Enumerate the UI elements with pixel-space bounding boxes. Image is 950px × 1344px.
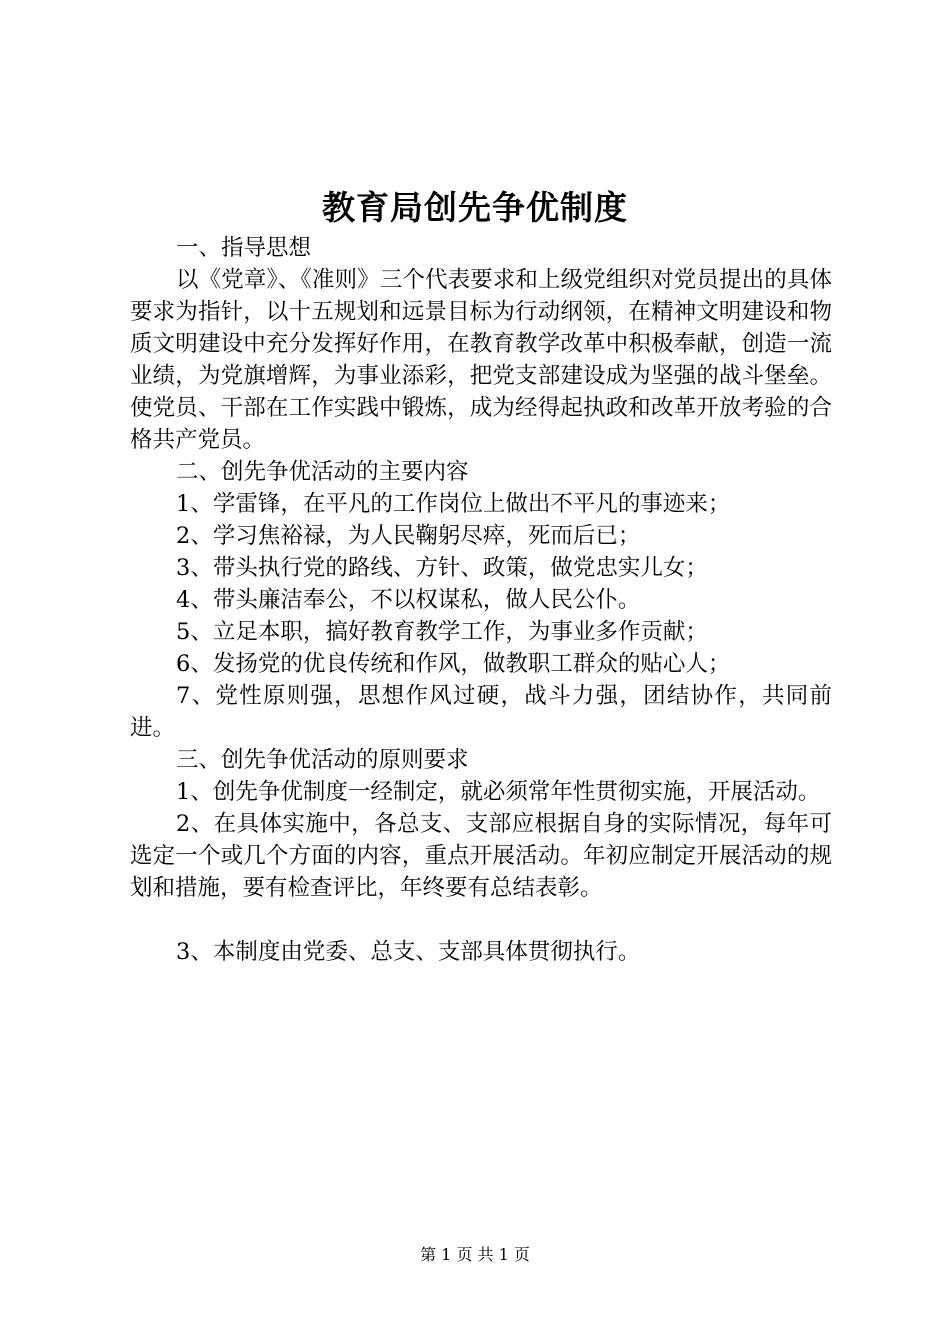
section-heading-guiding-ideology: 一、指导思想	[176, 235, 312, 261]
list-item-content-4: 4、带头廉洁奉公，不以权谋私，做人民公仆。	[176, 587, 641, 613]
list-item-content-3: 3、带头执行党的路线、方针、政策，做党忠实儿女；	[176, 555, 708, 581]
list-item-principle-1: 1、创先争优制度一经制定，就必须常年性贯彻实施，开展活动。	[176, 779, 821, 805]
list-item-principle-2: 2、在具体实施中，各总支、支部应根据自身的实际情况，每年可选定一个或几个方面的内容，重点开展活动。年初应制定开展活动的规划和措施，要有检查评比，年终要有总结表彰。	[130, 811, 832, 901]
list-item-principle-3: 3、本制度由党委、总支、支部具体贯彻执行。	[176, 939, 641, 965]
paragraph-guiding-ideology: 以《党章》、《准则》三个代表要求和上级党组织对党员提出的具体要求为指针，以十五规划和远景目标为行动纲领，在精神文明建设和物质文明建设中充分发挥好作用，在教育教学改革中积极奉献，创造一流业绩，为党旗增辉，为事业添彩，把党支部建设成为坚强的战斗堡垒。使党员、干部在工作实践中锻炼，成为经得起执政和改革开放考验的合格共产党员。	[130, 267, 832, 453]
list-item-content-7: 7、党性原则强，思想作风过硬，战斗力强，团结协作，共同前进。	[130, 683, 832, 741]
page-footer: 第 1 页 共 1 页	[420, 1245, 530, 1264]
list-item-content-2: 2、学习焦裕禄，为人民鞠躬尽瘁，死而后已；	[176, 523, 641, 549]
list-item-content-6: 6、发扬党的优良传统和作风，做教职工群众的贴心人；	[176, 651, 731, 677]
document-title: 教育局创先争优制度	[322, 188, 628, 227]
list-item-content-5: 5、立足本职，搞好教育教学工作，为事业多作贡献；	[176, 619, 708, 645]
document-body	[130, 232, 832, 968]
list-item-content-1: 1、学雷锋，在平凡的工作岗位上做出不平凡的事迹来；	[176, 491, 731, 517]
section-heading-main-content: 二、创先争优活动的主要内容	[176, 459, 469, 485]
section-heading-principles: 三、创先争优活动的原则要求	[176, 747, 469, 773]
